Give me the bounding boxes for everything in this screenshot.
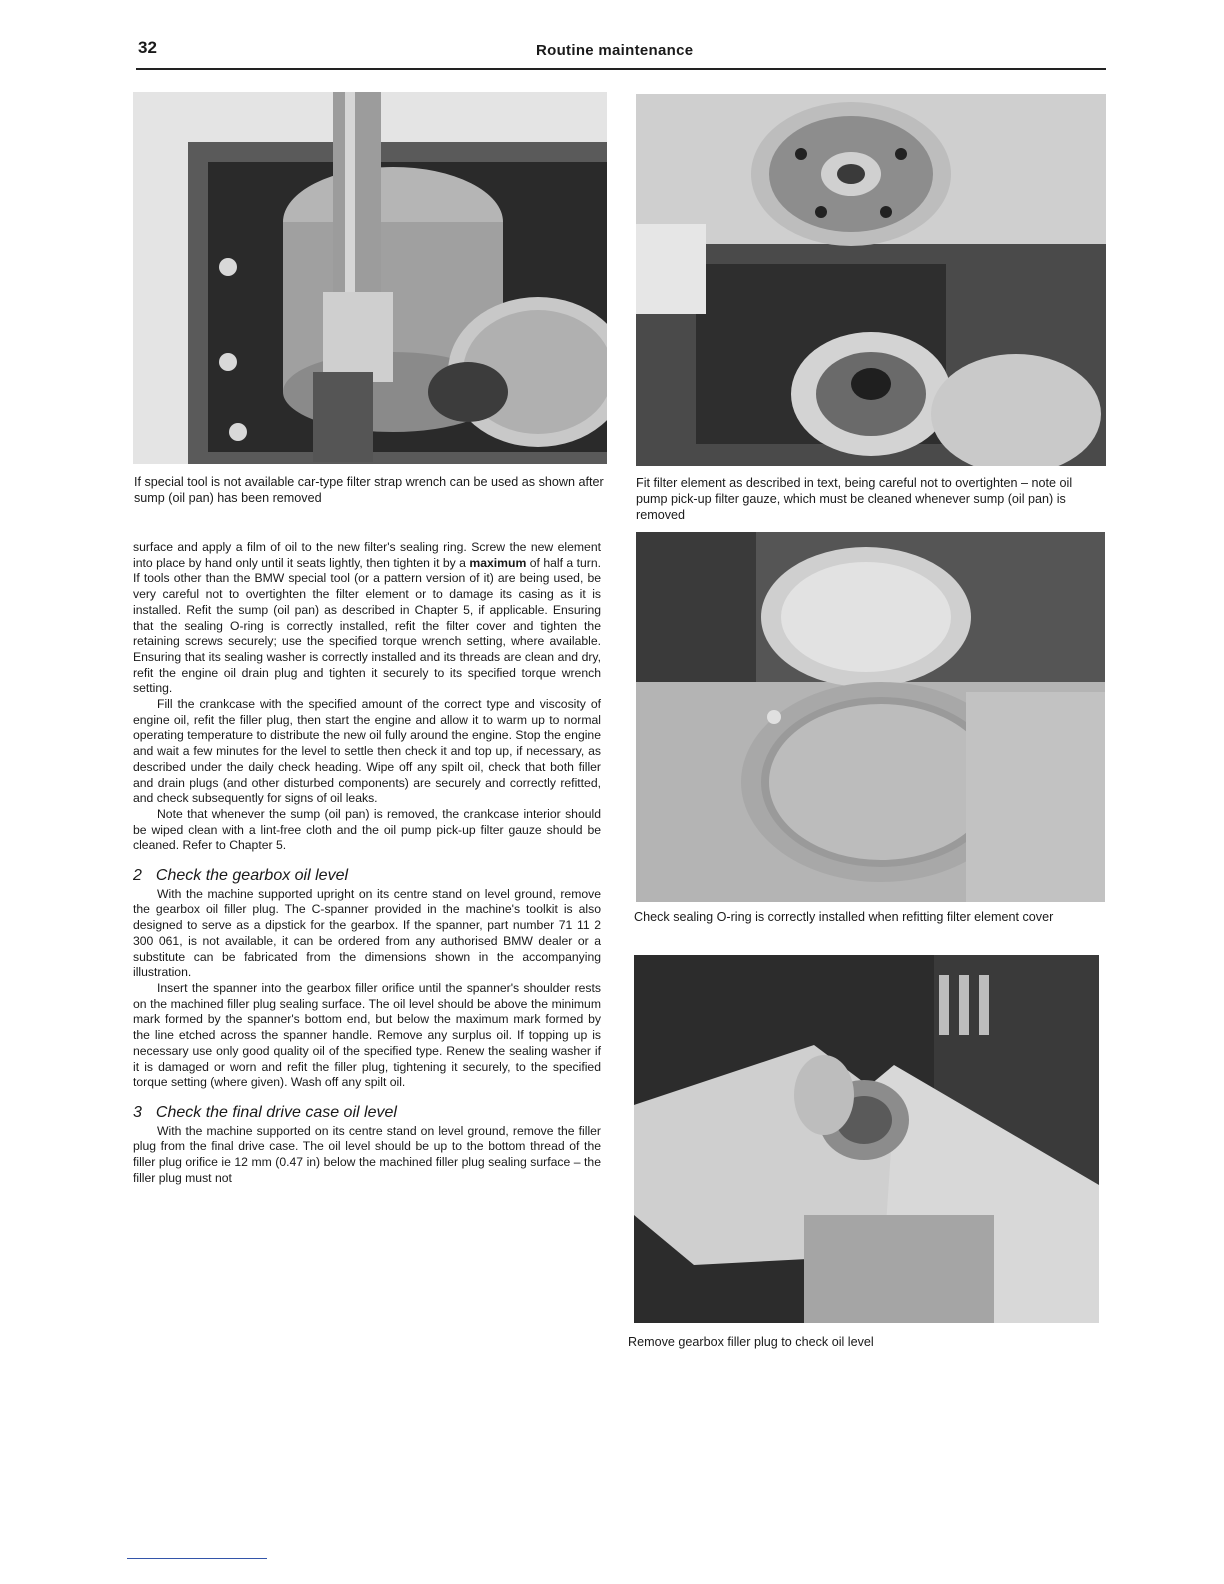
body-text-column <box>133 540 601 1186</box>
section-heading: 2 Check the gearbox oil level <box>133 867 349 885</box>
photo-o-ring <box>636 532 1105 902</box>
figure-caption: Check sealing O-ring is correctly installed when refitting filter element cover <box>634 910 1054 924</box>
body-paragraph: With the machine supported upright on its centre stand on level ground, remove the gearbox oil filler plug. The C-spanner provided in the machine's toolkit is also designed to serve as a dipstick for the gearbox. If the spanner, part number 71 11 2 300 061, is not available, it can be ordered from any authorised BMW dealer or a substitute can be fabricated from the dimensions shown in the accompanying illustration. <box>133 886 601 980</box>
header-rule <box>136 68 1106 70</box>
body-paragraph: Insert the spanner into the gearbox filler orifice until the spanner's shoulder rests on the machined filler plug sealing surface. The oil level should be above the minimum mark formed by the spanner's bottom end, but below the maximum mark formed by the line etched across the spanner handle. Remove any surplus oil. If topping up is necessary use only good quality oil of the specified type. Renew the sealing washer if it is damaged or worn and refit the filler plug, tightening it securely, to the specified torque setting (where given). Wash off any spilt oil. <box>133 980 601 1090</box>
body-paragraph: surface and apply a film of oil to the new filter's sealing ring. Screw the new element into place by hand only until it seats lightly, then tighten it by a maximum of half a turn. If tools other than the BMW special tool (or a pattern version of it) are being used, be very careful not to overtighten the filter element or to damage its casing as it is installed. Refit the sump (oil pan) as described in Chapter 5, if applicable. Ensuring that the sealing O-ring is correctly installed, refit the filter cover and tighten the retaining screws securely; use the specified torque wrench setting, where available. Ensuring that its sealing washer is correctly installed and its threads are clean and dry, refit the engine oil drain plug and tighten it securely to its specified torque wrench setting. <box>133 540 602 696</box>
body-paragraph: Fill the crankcase with the specified amount of the correct type and viscosity of engine oil, refit the filler plug, then start the engine and allow it to warm up to normal operating temperature to distribute the new oil fully around the engine. Stop the engine and wait a few minutes for the level to settle then check it and top up, if necessary, as described under the daily check heading. Wipe off any spilt oil, check that both filler and drain plugs (and other disturbed components) are securely and correctly refitted, and check subsequently for signs of oil leaks. <box>133 697 601 806</box>
footer-rule <box>127 1558 267 1559</box>
figure-caption: Fit filter element as described in text, being careful not to overtighten – note oil pump pick-up filter gauze, which must be cleaned whenever sump (oil pan) is removed <box>636 476 1073 522</box>
figure-caption: If special tool is not available car-type filter strap wrench can be used as shown after sump (oil pan) has been removed <box>134 475 604 505</box>
running-head-title: Routine maintenance <box>536 42 694 59</box>
photo-gearbox-plug <box>634 955 1099 1323</box>
body-paragraph: Note that whenever the sump (oil pan) is removed, the crankcase interior should be wiped clean with a lint-free cloth and the oil pump pick-up filter gauze should be cleaned. Refer to Chapter 5. <box>133 806 601 853</box>
emphasis: maximum <box>469 555 527 570</box>
section-heading: 3 Check the final drive case oil level <box>133 1103 397 1121</box>
figure-caption: Remove gearbox filler plug to check oil level <box>628 1335 874 1349</box>
page-number: 32 <box>138 38 157 57</box>
photo-strap-wrench <box>133 92 607 464</box>
body-paragraph: With the machine supported on its centre stand on level ground, remove the filler plug from the final drive case. The oil level should be up to the bottom thread of the filler plug orifice ie 12 mm (0.47 in) below the machined filler plug sealing surface – the filler plug must not <box>133 1123 601 1185</box>
photo-filter-element <box>636 94 1106 466</box>
